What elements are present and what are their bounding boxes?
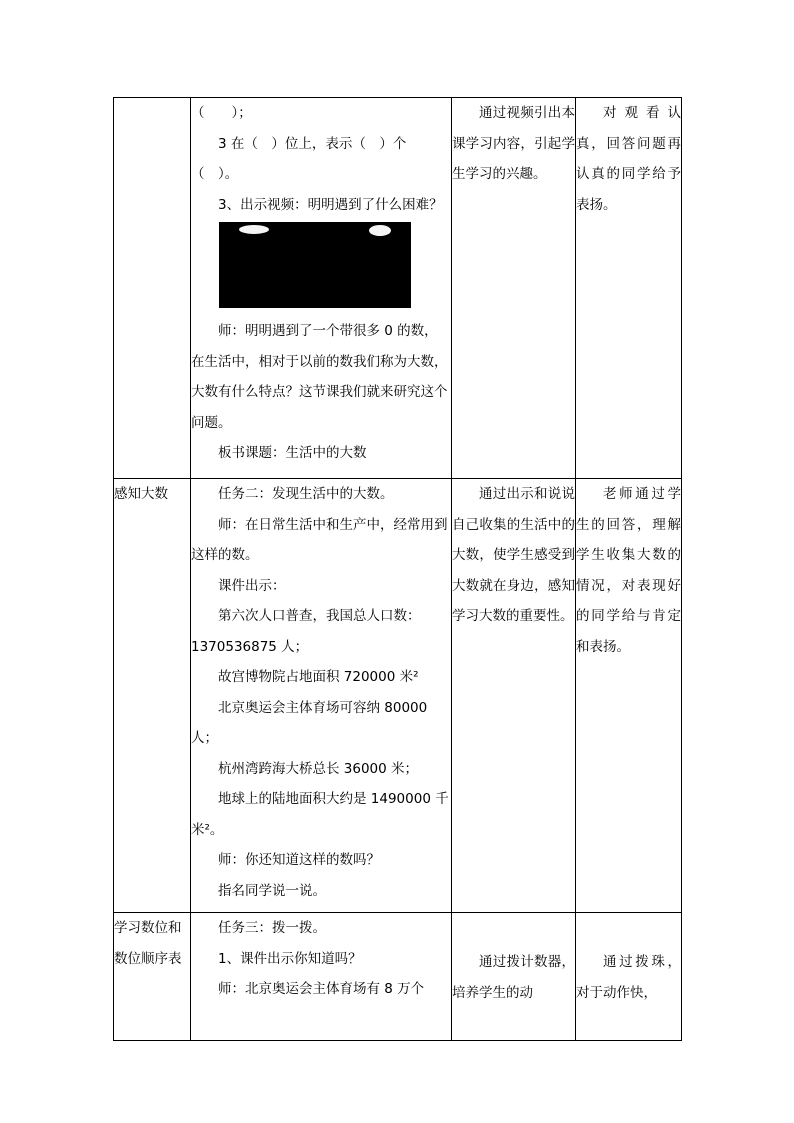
intent-cell: 通过拨计数器，培养学生的动 [452, 913, 576, 1041]
process-line: 师：你还知道这样的数吗？ [218, 852, 380, 868]
process-line: 任务三：拨一拨。 [218, 920, 326, 936]
stage-cell: 学习数位和数位顺序表 [114, 913, 191, 1041]
process-cell [191, 98, 452, 479]
stage-cell: 感知大数 [114, 479, 191, 913]
process-line: 师：北京奥运会主体育场有 8 万个 [218, 981, 425, 997]
process-line: 1、课件出示你知道吗？ [218, 950, 362, 967]
process-line: 课件出示： [218, 577, 286, 594]
process-line: 北京奥运会主体育场可容纳 80000 人； [191, 699, 428, 746]
evaluation-cell: 老师通过学生的回答，理解学生收集大数的情况，对表现好的同学给与肯定和表扬。 [576, 479, 682, 913]
evaluation-cell: 通过拨珠，对于动作快， [576, 913, 682, 1041]
process-line: 指名同学说一说。 [218, 882, 326, 899]
process-line: 师：在日常生活中和生产中，经常用到这样的数。 [191, 516, 448, 563]
intent-cell: 通过出示和说说自己收集的生活中的大数，使学生感受到大数就在身边，感知学习大数的重要性。 [452, 479, 576, 913]
process-cell [191, 479, 452, 913]
cloud-shape [239, 225, 269, 234]
process-line: （ ）； [191, 105, 252, 121]
video-thumbnail [219, 222, 411, 308]
stage-cell [114, 98, 191, 479]
process-line: 3 在（ ）位上，表示（ ）个（ ）。 [191, 135, 407, 182]
lesson-plan-table [113, 97, 682, 1041]
table-row [114, 913, 682, 1041]
table-row [114, 98, 682, 479]
table-row [114, 479, 682, 913]
process-line: 3、出示视频：明明遇到了什么困难？ [218, 196, 443, 213]
intent-cell: 通过视频引出本课学习内容，引起学生学习的兴趣。 [452, 98, 576, 479]
process-line: 师：明明遇到了一个带很多 0 的数，在生活中，相对于以前的数我们称为大数，大数有什么特点？这节课我们就来研究这个问题。 [191, 323, 448, 431]
evaluation-cell: 对观看认真，回答问题再认真的同学给予表扬。 [576, 98, 682, 479]
process-line: 任务二：发现生活中的大数。 [218, 486, 394, 502]
cloud-shape [369, 225, 391, 236]
process-line: 地球上的陆地面积大约是 1490000 千米²。 [191, 791, 449, 838]
process-line: 第六次人口普查，我国总人口数：1370536875 人； [191, 608, 421, 655]
process-line: 板书课题：生活中的大数 [218, 445, 367, 461]
process-cell [191, 913, 452, 1041]
process-line: 杭州湾跨海大桥总长 36000 米； [218, 760, 419, 777]
process-line: 故宫博物院占地面积 720000 米² [218, 669, 419, 685]
